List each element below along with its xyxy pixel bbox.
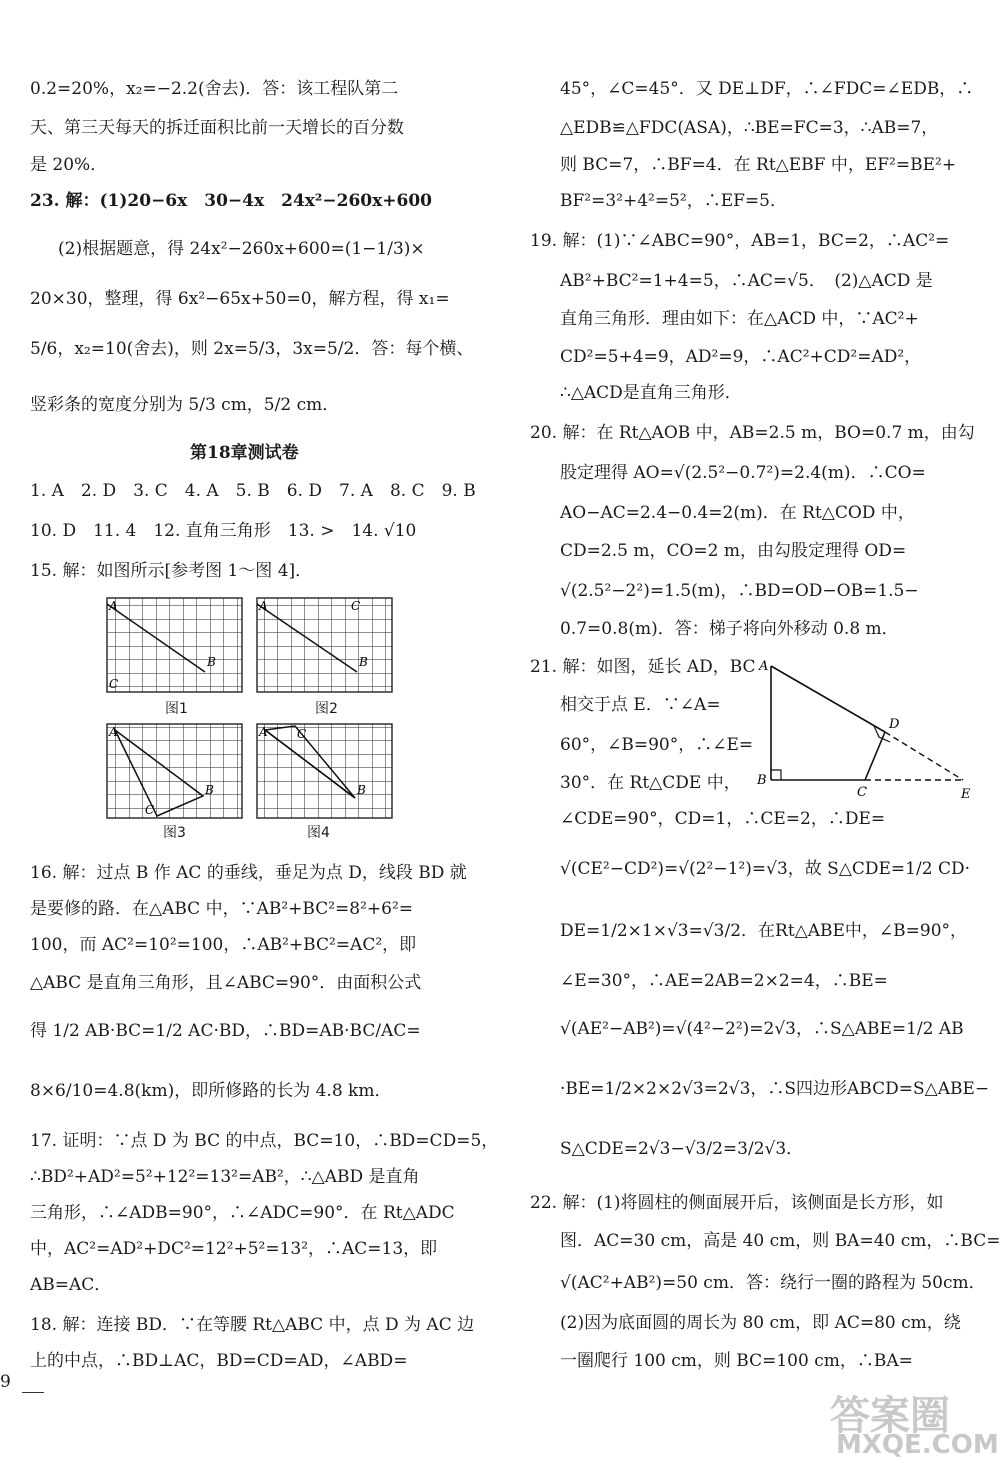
text-line: (2)根据题意，得 24x²−260x+600=(1−1/3)× (58, 239, 425, 259)
figure-2 (257, 598, 392, 692)
text-line: 是 20%． (30, 155, 108, 175)
figure-3 (107, 724, 242, 818)
text-line: CD=2.5 m，CO=2 m，由勾股定理得 OD= (560, 541, 907, 561)
page-number: 9 (0, 1372, 11, 1392)
text-line: S△CDE=2√3−√3/2=3/2√3． (560, 1139, 804, 1159)
text-line: 相交于点 E．∵∠A= (560, 695, 721, 715)
triangle-figure (755, 660, 980, 805)
text-line: 图．AC=30 cm，高是 40 cm，则 BA=40 cm，∴BC= (560, 1231, 1000, 1251)
text-line: 则 BC=7，∴BF=4．在 Rt△EBF 中，EF²=BE²+ (560, 155, 957, 175)
grid-figures-svg (75, 592, 405, 837)
label-e: E (961, 787, 971, 802)
text-line: BF²=3²+4²=5²，∴EF=5． (560, 191, 787, 211)
text-line: 100，而 AC²=10²=100，∴AB²+BC²=AC²，即 (30, 935, 417, 955)
text-line: 中，AC²=AD²+DC²=12²+5²=13²，∴AC=13，即 (30, 1239, 438, 1259)
text-line: ∠CDE=90°，CD=1，∴CE=2，∴DE= (560, 809, 886, 829)
answer-line: 10. D 11. 4 12. 直角三角形 13. > 14. √10 (30, 521, 417, 541)
text-line: ∴△ACD是直角三角形． (560, 383, 742, 403)
label-b: B (359, 655, 368, 669)
text-line: 上的中点，∴BD⊥AC，BD=CD=AD，∠ABD= (30, 1351, 408, 1371)
text-line: √(AC²+AB²)=50 cm．答：绕行一圈的路程为 50cm． (560, 1273, 986, 1293)
text-line: 0.2=20%，x₂=−2.2(舍去)．答：该工程队第二 (30, 79, 399, 99)
label-b: B (205, 783, 214, 797)
text-line: ·BE=1/2×2×2√3=2√3，∴S四边形ABCD=S△ABE− (560, 1079, 990, 1099)
text-line: CD²=5+4=9，AD²=9，∴AC²+CD²=AD²， (560, 347, 922, 367)
text-line: 19. 解：(1)∵∠ABC=90°，AB=1，BC=2，∴AC²= (530, 231, 950, 251)
text-line: 是要修的路．在△ABC 中，∵AB²+BC²=8²+6²= (30, 899, 414, 919)
text-line: AO−AC=2.4−0.4=2(m)．在 Rt△COD 中， (560, 503, 915, 523)
text-line: 20×30，整理，得 6x²−65x+50=0，解方程，得 x₁= (30, 289, 450, 309)
text-line: DE=1/2×1×√3=√3/2．在Rt△ABE中，∠B=90°， (560, 921, 968, 941)
watermark-url: MXQE.COM (836, 1430, 999, 1460)
label-a: A (109, 725, 118, 739)
label-c: C (857, 785, 867, 800)
text-line: AB=AC． (30, 1275, 112, 1295)
text-line: 三角形，∴∠ADB=90°，∴∠ADC=90°．在 Rt△ADC (30, 1203, 455, 1223)
label-b: B (207, 655, 216, 669)
text-line: √(CE²−CD²)=√(2²−1²)=√3，故 S△CDE=1/2 CD· (560, 859, 970, 879)
text-line: 得 1/2 AB·BC=1/2 AC·BD，∴BD=AB·BC/AC= (30, 1021, 421, 1041)
section-title: 第18章测试卷 (190, 443, 299, 463)
text-line: 30°．在 Rt△CDE 中， (560, 773, 741, 793)
text-line: 45°，∠C=45°．又 DE⊥DF，∴∠FDC=∠EDB，∴ (560, 79, 974, 99)
label-b: B (757, 773, 767, 788)
text-line: 0.7=0.8(m)．答：梯子将向外移动 0.8 m． (560, 619, 899, 639)
label-c: C (297, 727, 307, 741)
text-line: 22. 解：(1)将圆柱的侧面展开后，该侧面是长方形，如 (530, 1193, 944, 1213)
watermark-logo: 答案圈 (830, 1393, 950, 1439)
text-line: 17. 证明：∵点 D 为 BC 的中点，BC=10，∴BD=CD=5， (30, 1131, 499, 1151)
text-line: 竖彩条的宽度分别为 5/3 cm，5/2 cm． (30, 395, 340, 415)
text-line: 股定理得 AO=√(2.5²−0.7²)=2.4(m)．∴CO= (560, 463, 926, 483)
text-line: ∴BD²+AD²=5²+12²=13²=AB²，∴△ABD 是直角 (30, 1167, 420, 1187)
text-line: 23. 解：(1)20−6x 30−4x 24x²−260x+600 (30, 191, 432, 211)
grid-figures (75, 592, 405, 841)
label-b: B (357, 783, 366, 797)
label-c: C (109, 677, 119, 691)
text-line: 天、第三天每天的拆迁面积比前一天增长的百分数 (30, 118, 404, 138)
text-line: 一圈爬行 100 cm，则 BC=100 cm，∴BA= (560, 1351, 913, 1371)
text-line: 直角三角形．理由如下：在△ACD 中，∵AC²+ (560, 309, 919, 329)
caption-fig1: 图1 (165, 701, 188, 717)
caption-fig4: 图4 (307, 825, 330, 841)
text-line: 8×6/10=4.8(km)，即所修路的长为 4.8 km． (30, 1081, 392, 1101)
label-a: A (109, 599, 118, 613)
caption-fig3: 图3 (163, 825, 186, 841)
text-line: 20. 解：在 Rt△AOB 中，AB=2.5 m，BO=0.7 m，由勾 (530, 423, 975, 443)
text-line: 21. 解：如图，延长 AD，BC (530, 657, 756, 677)
label-a: A (759, 660, 769, 674)
text-line: √(AE²−AB²)=√(4²−2²)=2√3，∴S△ABE=1/2 AB (560, 1019, 964, 1039)
label-a: A (259, 725, 268, 739)
text-line: 16. 解：过点 B 作 AC 的垂线，垂足为点 D，线段 BD 就 (30, 863, 467, 883)
label-a: A (259, 599, 268, 613)
caption-fig2: 图2 (315, 701, 338, 717)
text-line: (2)因为底面圆的周长为 80 cm，即 AC=80 cm，绕 (560, 1313, 961, 1333)
figure-1 (107, 598, 242, 692)
text-line: √(2.5²−2²)=1.5(m)，∴BD=OD−OB=1.5− (560, 581, 919, 601)
footer-rule (22, 1392, 44, 1393)
text-line: △EDB≌△FDC(ASA)，∴BE=FC=3，∴AB=7， (560, 118, 939, 138)
figure-4 (257, 724, 392, 818)
text-line: △ABC 是直角三角形，且∠ABC=90°．由面积公式 (30, 973, 422, 993)
text-line: 15. 解：如图所示[参考图 1～图 4]． (30, 561, 313, 581)
text-line: 60°，∠B=90°，∴∠E= (560, 735, 754, 755)
label-d: D (889, 717, 900, 732)
answer-line: 1. A 2. D 3. C 4. A 5. B 6. D 7. A 8. C 9. B (30, 481, 476, 501)
text-line: 5/6，x₂=10(舍去)，则 2x=5/3，3x=5/2．答：每个横、 (30, 339, 474, 359)
text-line: 18. 解：连接 BD．∵在等腰 Rt△ABC 中，点 D 为 AC 边 (30, 1315, 475, 1335)
label-c: C (145, 803, 155, 817)
triangle-figure-svg (755, 660, 980, 805)
label-c: C (351, 599, 361, 613)
text-line: ∠E=30°，∴AE=2AB=2×2=4，∴BE= (560, 971, 888, 991)
text-line: AB²+BC²=1+4=5，∴AC=√5． (2)△ACD 是 (560, 271, 933, 291)
